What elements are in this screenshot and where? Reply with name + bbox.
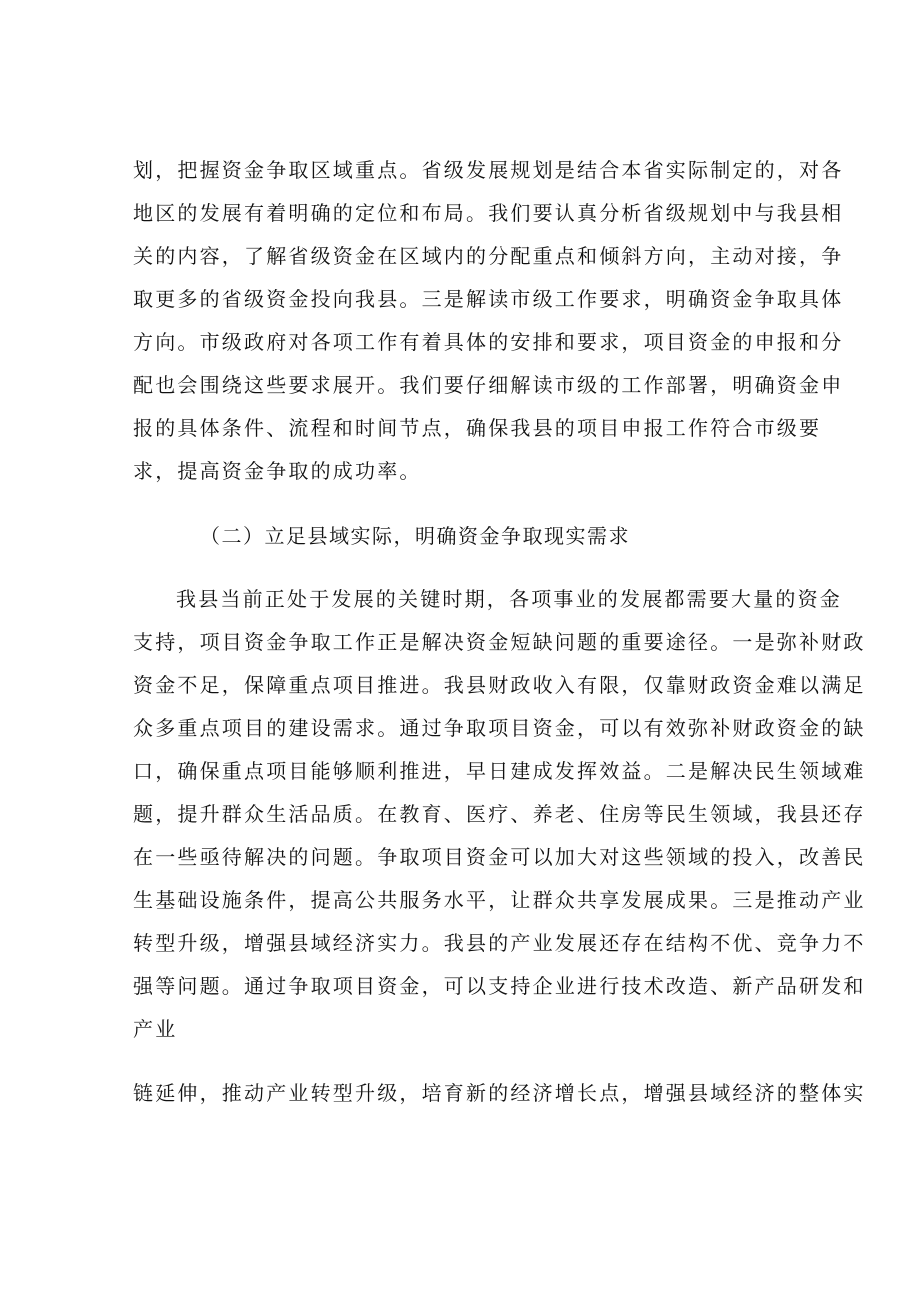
paragraph-1-line-3: 关的内容，了解省级资金在区域内的分配重点和倾斜方向，主动对接，争 [133,244,844,268]
paragraph-2-line-1: 我县当前正处于发展的关键时期，各项事业的发展都需要大量的资金 [176,587,842,611]
paragraph-2-line-6: 题，提升群众生活品质。在教育、医疗、养老、住房等民生领域，我县还存 [133,802,866,826]
paragraph-3-line-1: 链延伸，推动产业转型升级，培育新的经济增长点，增强县域经济的整体实 [133,1081,866,1105]
paragraph-1-line-6: 配也会围绕这些要求展开。我们要仔细解读市级的工作部署，明确资金申 [133,373,844,397]
paragraph-2-line-10: 强等问题。通过争取项目资金，可以支持企业进行技术改造、新产品研发和 [133,974,866,998]
paragraph-2-line-7: 在一些亟待解决的问题。争取项目资金可以加大对这些领域的投入，改善民 [133,845,866,869]
paragraph-2-line-9: 转型升级，增强县域经济实力。我县的产业发展还存在结构不优、竞争力不 [133,931,866,955]
section-heading: （二）立足县域实际，明确资金争取现实需求 [200,524,630,548]
paragraph-2-line-4: 众多重点项目的建设需求。通过争取项目资金，可以有效弥补财政资金的缺 [133,716,866,740]
paragraph-2-line-2: 支持，项目资金争取工作正是解决资金短缺问题的重要途径。一是弥补财政 [133,630,866,654]
paragraph-2-line-5: 口，确保重点项目能够顺利推进，早日建成发挥效益。二是解决民生领域难 [133,759,866,783]
paragraph-2-line-3: 资金不足，保障重点项目推进。我县财政收入有限，仅靠财政资金难以满足 [133,673,866,697]
paragraph-1-line-4: 取更多的省级资金投向我县。三是解读市级工作要求，明确资金争取具体 [133,287,844,311]
paragraph-1-line-2: 地区的发展有着明确的定位和布局。我们要认真分析省级规划中与我县相 [133,201,844,225]
paragraph-2-line-11: 产业 [133,1017,178,1041]
paragraph-1-line-5: 方向。市级政府对各项工作有着具体的安排和要求，项目资金的申报和分 [133,330,844,354]
paragraph-1-line-8: 求，提高资金争取的成功率。 [133,459,422,483]
paragraph-1-line-1: 划，把握资金争取区域重点。省级发展规划是结合本省实际制定的，对各 [133,158,844,182]
paragraph-2-line-8: 生基础设施条件，提高公共服务水平，让群众共享发展成果。三是推动产业 [133,888,866,912]
paragraph-1-line-7: 报的具体条件、流程和时间节点，确保我县的项目申报工作符合市级要 [133,416,822,440]
